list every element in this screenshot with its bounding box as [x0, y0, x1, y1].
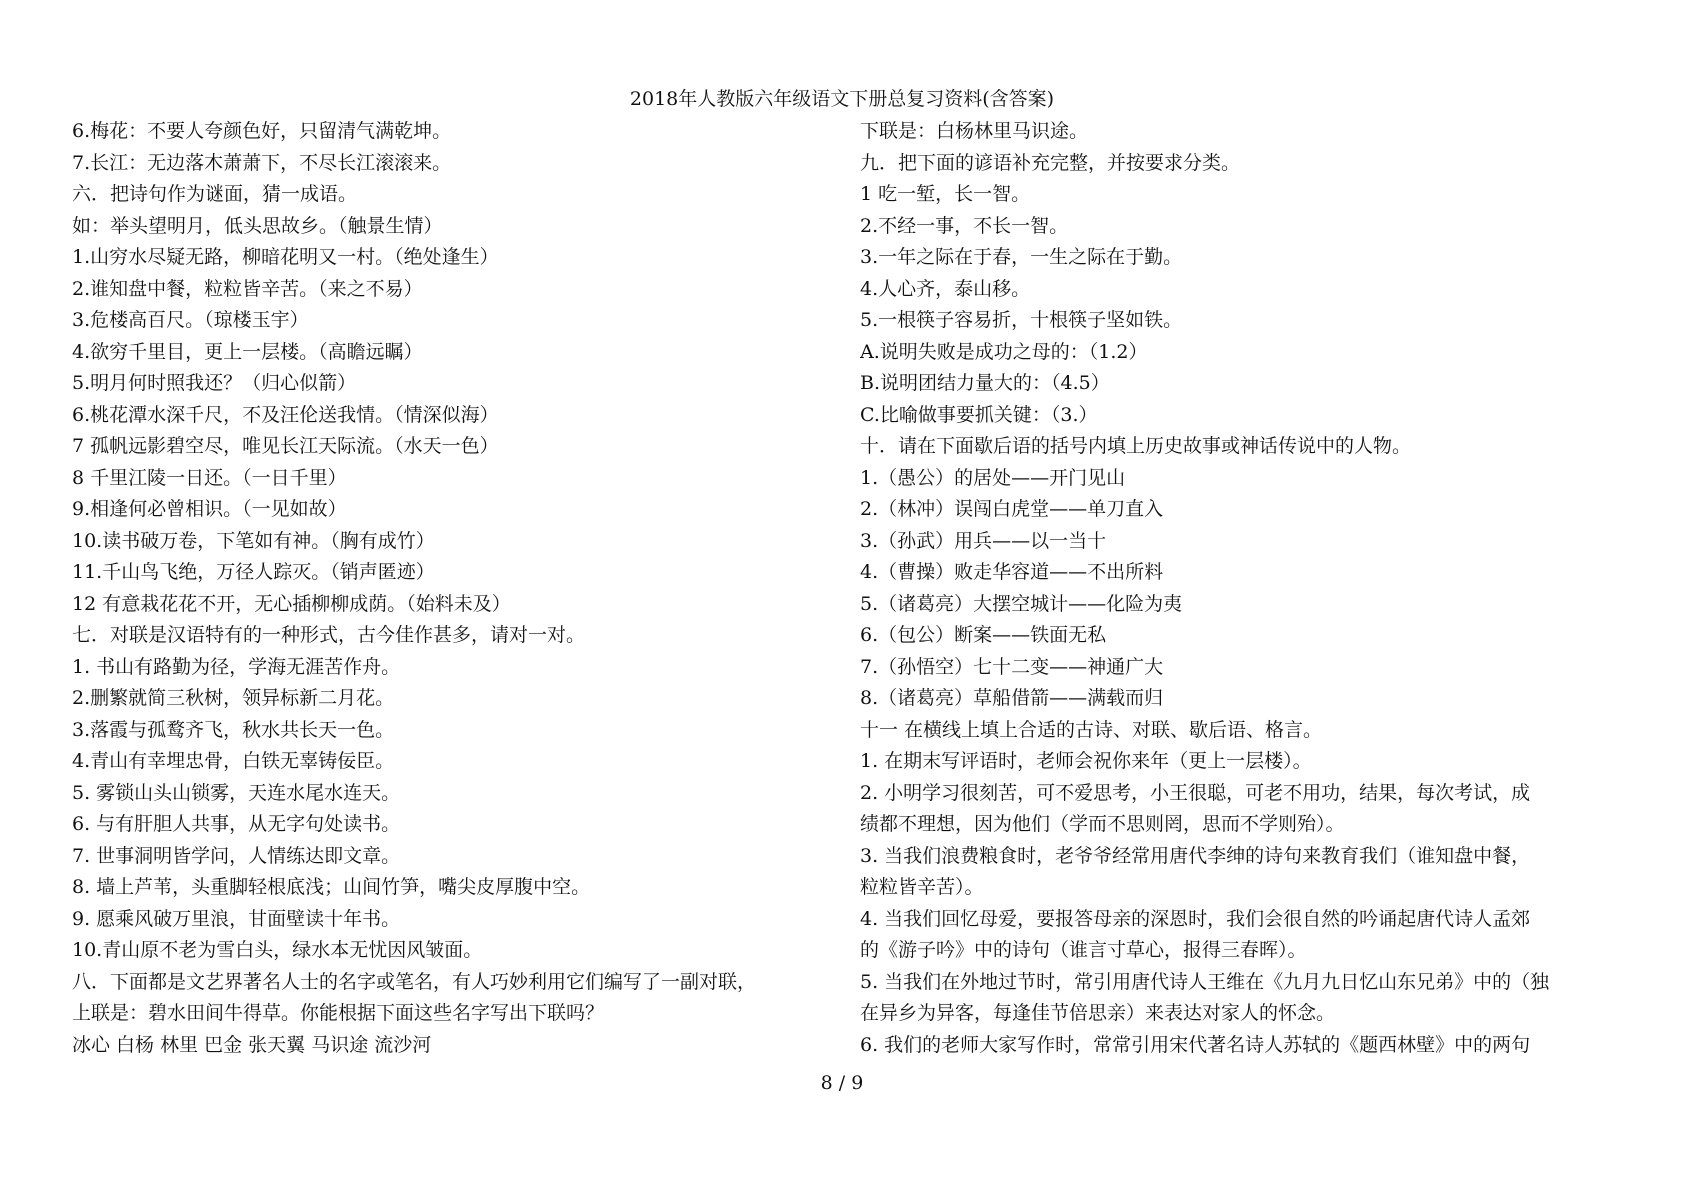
right-column [860, 116, 1620, 1061]
text-line: 下联是：白杨林里马识途。 [860, 120, 1089, 142]
text-line: 6. 与有肝胆人共事，从无字句处读书。 [72, 813, 401, 835]
text-line: 在异乡为异客，每逢佳节倍思亲）来表达对家人的怀念。 [860, 1002, 1336, 1024]
text-line: 6.（包公）断案——铁面无私 [860, 624, 1107, 646]
text-line: 9.相逢何必曾相识。（一见如故） [72, 498, 347, 520]
text-line: 6.梅花：不要人夸颜色好，只留清气满乾坤。 [72, 120, 452, 142]
text-line: 4.（曹操）败走华容道——不出所料 [860, 561, 1164, 583]
text-line: 九．把下面的谚语补充完整，并按要求分类。 [860, 151, 1241, 174]
text-line: C.比喻做事要抓关键：（3.） [860, 403, 1098, 426]
text-line: 6.桃花潭水深千尺，不及汪伦送我情。（情深似海） [72, 403, 499, 426]
text-line: 如：举头望明月，低头思故乡。（触景生情） [72, 214, 443, 237]
text-line: 8.（诸葛亮）草船借箭——满载而归 [860, 687, 1164, 709]
text-line: 1.山穷水尽疑无路，柳暗花明又一村。（绝处逢生） [72, 246, 499, 268]
text-line: 的《游子吟》中的诗句（谁言寸草心，报得三春晖）。 [860, 939, 1307, 961]
text-line: 5.（诸葛亮）大摆空城计——化险为夷 [860, 592, 1183, 615]
text-line: 粒粒皆辛苦）。 [860, 876, 984, 898]
text-line: 八．下面都是文艺界著名人士的名字或笔名，有人巧妙利用它们编写了一副对联， [72, 970, 757, 993]
text-line: 9. 愿乘风破万里浪，甘面壁读十年书。 [72, 907, 401, 930]
text-line: 5.一根筷子容易折，十根筷子坚如铁。 [860, 309, 1183, 331]
text-line: 3. 当我们浪费粮食时，老爷爷经常用唐代李绅的诗句来教育我们（谁知盘中餐， [860, 844, 1531, 867]
text-line: 上联是：碧水田间牛得草。你能根据下面这些名字写出下联吗？ [72, 1002, 605, 1024]
text-line: 4.人心齐，泰山移。 [860, 277, 1031, 300]
text-line: 七．对联是汉语特有的一种形式，古今佳作甚多，请对一对。 [72, 624, 586, 646]
text-line: 4.青山有幸埋忠骨，白铁无辜铸佞臣。 [72, 750, 395, 772]
text-line: 2.谁知盘中餐，粒粒皆辛苦。（来之不易） [72, 277, 423, 300]
text-line: 1.（愚公）的居处——开门见山 [860, 466, 1126, 489]
text-line: 7 孤帆远影碧空尽，唯见长江天际流。（水天一色） [72, 435, 499, 457]
text-line: 2.不经一事，不长一智。 [860, 214, 1069, 237]
text-line: 8. 墙上芦苇，头重脚轻根底浅；山间竹笋，嘴尖皮厚腹中空。 [72, 876, 591, 898]
left-column [72, 116, 838, 1061]
text-line: 11.千山鸟飞绝，万径人踪灭。（销声匿迹） [72, 561, 435, 583]
page-header: 2018年人教版六年级语文下册总复习资料(含答案) [629, 88, 1055, 110]
text-line: 冰心 白杨 林里 巴金 张天翼 马识途 流沙河 [72, 1033, 432, 1056]
text-line: 六．把诗句作为谜面，猜一成语。 [72, 183, 358, 205]
text-line: 1. 书山有路勤为径，学海无涯苦作舟。 [72, 655, 401, 678]
text-line: 1. 在期末写评语时，老师会祝你来年（更上一层楼）。 [860, 750, 1312, 772]
text-line: 10.青山原不老为雪白头，绿水本无忧因风皱面。 [72, 939, 483, 961]
text-line: 绩都不理想，因为他们（学而不思则罔，思而不学则殆）。 [860, 813, 1345, 835]
text-line: B.说明团结力量大的：（4.5） [860, 372, 1110, 394]
text-line: 1 吃一堑，长一智。 [860, 183, 1031, 205]
text-line: 3.一年之际在于春，一生之际在于勤。 [860, 246, 1183, 268]
text-line: 3.落霞与孤鹜齐飞，秋水共长天一色。 [72, 718, 395, 741]
text-line: 8 千里江陵一日还。（一日千里） [72, 466, 347, 489]
text-line: 2.删繁就简三秋树，领异标新二月花。 [72, 687, 395, 709]
text-line: 7. 世事洞明皆学问，人情练达即文章。 [72, 844, 401, 867]
text-line: 5.明月何时照我还？（归心似箭） [72, 372, 357, 394]
text-line: 12 有意栽花花不开，无心插柳柳成荫。（始料未及） [72, 592, 511, 615]
text-line: 4. 当我们回忆母爱，要报答母亲的深恩时，我们会很自然的吟诵起唐代诗人孟郊 [860, 907, 1531, 930]
text-line: 5. 当我们在外地过节时，常引用唐代诗人王维在《九月九日忆山东兄弟》中的（独 [860, 970, 1550, 993]
text-line: 十一 在横线上填上合适的古诗、对联、歇后语、格言。 [860, 718, 1323, 741]
text-line: 十．请在下面歇后语的括号内填上历史故事或神话传说中的人物。 [860, 435, 1412, 457]
text-line: 5. 雾锁山头山锁雾，天连水尾水连天。 [72, 781, 401, 804]
text-line: 2.（林冲）误闯白虎堂——单刀直入 [860, 498, 1164, 520]
text-line: 4.欲穷千里目，更上一层楼。（高瞻远瞩） [72, 340, 423, 363]
text-line: 7.（孙悟空）七十二变——神通广大 [860, 655, 1164, 678]
text-line: 10.读书破万卷，下笔如有神。（胸有成竹） [72, 529, 435, 552]
text-line: A.说明失败是成功之母的：（1.2） [860, 340, 1148, 363]
text-line: 3.危楼高百尺。（琼楼玉宇） [72, 309, 309, 331]
page-number: 8 / 9 [820, 1072, 864, 1094]
text-line: 2. 小明学习很刻苦，可不爱思考，小王很聪，可老不用功，结果，每次考试，成 [860, 781, 1531, 804]
text-line: 3.（孙武）用兵——以一当十 [860, 529, 1107, 552]
text-line: 7.长江：无边落木萧萧下，不尽长江滚滚来。 [72, 151, 452, 174]
text-line: 6. 我们的老师大家写作时，常常引用宋代著名诗人苏轼的《题西林壁》中的两句 [860, 1033, 1531, 1056]
